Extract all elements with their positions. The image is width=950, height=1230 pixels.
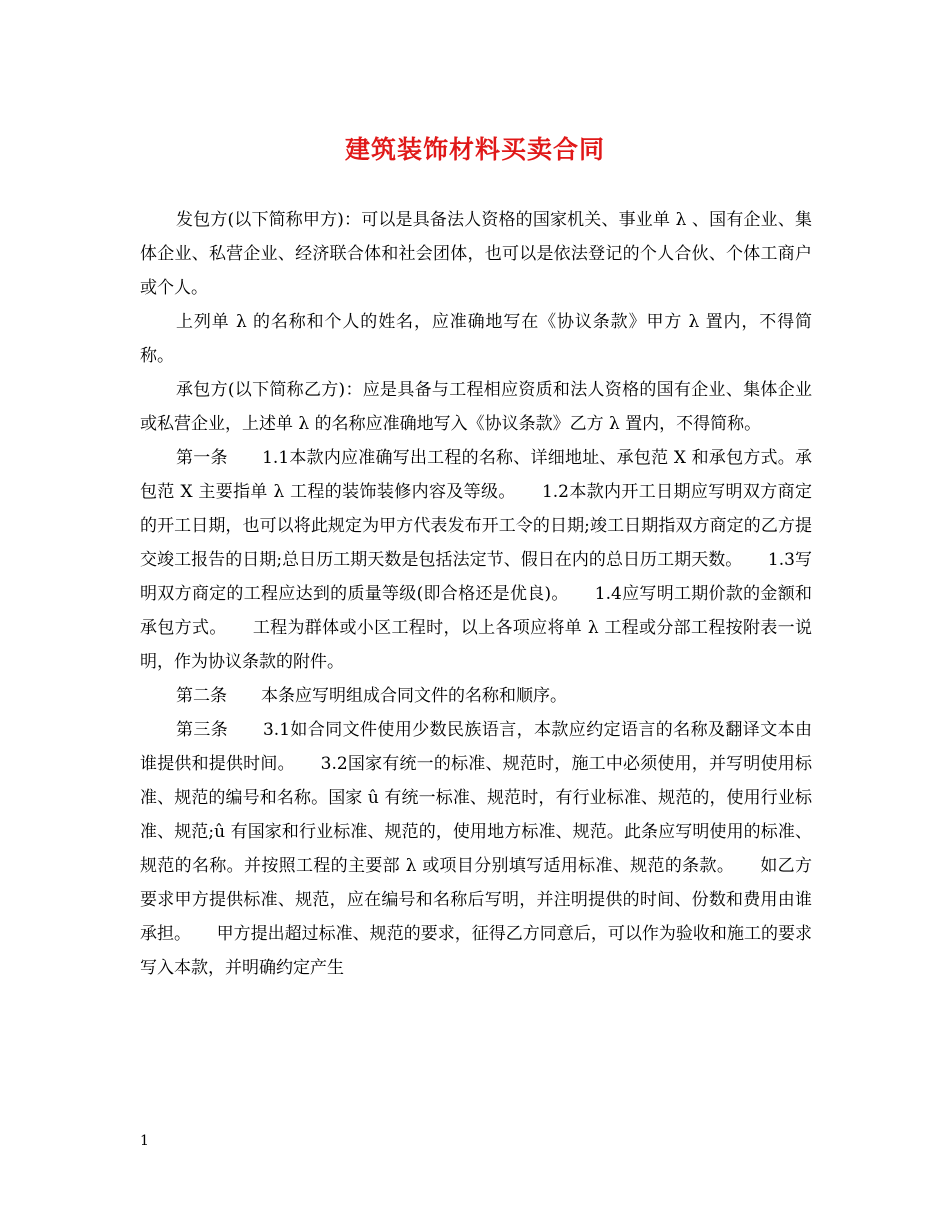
paragraph-contracting-party: 发包方(以下简称甲方)：可以是具备法人资格的国家机关、事业单 λ 、国有企业、集体企业、私营企业、经济联合体和社会团体，也可以是依法登记的个人合伙、个体工商户或个人。 <box>140 210 812 298</box>
paragraph-contractor: 承包方(以下简称乙方)：应是具备与工程相应资质和法人资格的国有企业、集体企业或私营企业，上述单 λ 的名称应准确地写入《协议条款》乙方 λ 置内，不得简称。 <box>140 380 812 434</box>
paragraph-article-2: 第二条 本条应写明组成合同文件的名称和顺序。 <box>176 686 567 706</box>
page-number: 1 <box>140 1133 149 1149</box>
document-body <box>140 203 812 985</box>
document-title: 建筑装饰材料买卖合同 <box>344 135 605 164</box>
paragraph-article-1: 第一条 1.1本款内应准确写出工程的名称、详细地址、承包范 X 和承包方式。承包范 X 主要指单 λ 工程的装饰装修内容及等级。 1.2本款内开工日期应写明双方商定的开工日期，也可以将此规定为甲方代表发布开工令的日期;竣工日期指双方商定的乙方提交竣工报告的日期;总日历工期天数是包括法定节、假日在内的总日历工期天数。 1.3写明双方商定的工程应达到的质量等级(即合格还是优良)。 1.4应写明工期价款的金额和承包方式。 工程为群体或小区工程时，以上各项应将单 λ 工程或分部工程按附表一说明，作为协议条款的附件。 <box>140 448 812 672</box>
paragraph-article-3: 第三条 3.1如合同文件使用少数民族语言，本款应约定语言的名称及翻译文本由谁提供和提供时间。 3.2国家有统一的标准、规范时，施工中必须使用，并写明使用标准、规范的编号和名称。国家 û 有统一标准、规范时，有行业标准、规范的，使用行业标准、规范;û 有国家和行业标准、规范的，使用地方标准、规范。此条应写明使用的标准、规范的名称。并按照工程的主要部 λ 或项目分别填写适用标准、规范的条款。 如乙方要求甲方提供标准、规范，应在编号和名称后写明，并注明提供的时间、份数和费用由谁承担。 甲方提出超过标准、规范的要求，征得乙方同意后，可以作为验收和施工的要求写入本款，并明确约定产生 <box>140 720 812 978</box>
paragraph-unit-name: 上列单 λ 的名称和个人的姓名，应准确地写在《协议条款》甲方 λ 置内，不得简称。 <box>140 312 812 366</box>
